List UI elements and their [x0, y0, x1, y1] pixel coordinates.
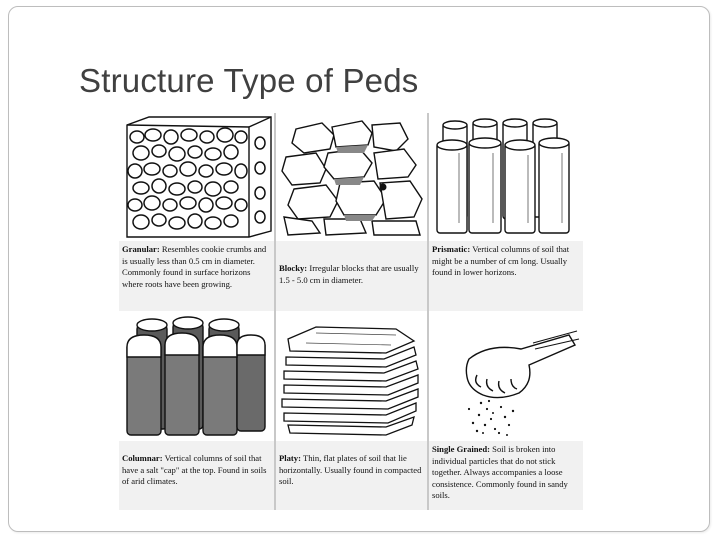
single-grained-name: Single Grained:: [432, 444, 491, 454]
prismatic-caption: [429, 241, 583, 311]
platy-name: Platy:: [279, 453, 301, 463]
blocky-illustration: [276, 113, 427, 239]
ped-structure-figure: [119, 113, 583, 510]
platy-illustration: [276, 313, 427, 439]
columnar-illustration: [119, 313, 274, 439]
slide-title: Structure Type of Peds: [79, 62, 419, 99]
prismatic-description: Vertical columns of soil that might be a number of cm long. Usually found in lower horizons.: [432, 244, 570, 277]
blocky-name: Blocky:: [279, 263, 308, 273]
platy-description: Thin, flat plates of soil that lie horizontally. Usually found in compacted soil.: [279, 453, 422, 486]
blocky-caption: [276, 241, 427, 311]
prismatic-name: Prismatic:: [432, 244, 471, 254]
granular-description: Resembles cookie crumbs and is usually less than 0.5 cm in diameter. Commonly found in surface horizons where roots have been growing.: [122, 244, 267, 289]
columnar-description: Vertical columns of soil that have a salt "cap" at the top. Found in soils of arid climates.: [122, 453, 267, 486]
columnar-name: Columnar:: [122, 453, 163, 463]
blocky-description: Irregular blocks that are usually 1.5 - 5.0 cm in diameter.: [279, 263, 419, 285]
platy-caption: [276, 441, 427, 510]
single-grained-description: Soil is broken into individual particles that do not stick together. Always accompanies a loose consistence. Commonly found in sandy soils.: [432, 444, 568, 500]
prismatic-illustration: [429, 113, 583, 239]
granular-caption: [119, 241, 274, 311]
columnar-caption: [119, 441, 274, 510]
granular-name: Granular:: [122, 244, 160, 254]
granular-illustration: [119, 113, 274, 239]
single-grained-caption: [429, 441, 583, 510]
single-grained-illustration: [429, 313, 583, 439]
